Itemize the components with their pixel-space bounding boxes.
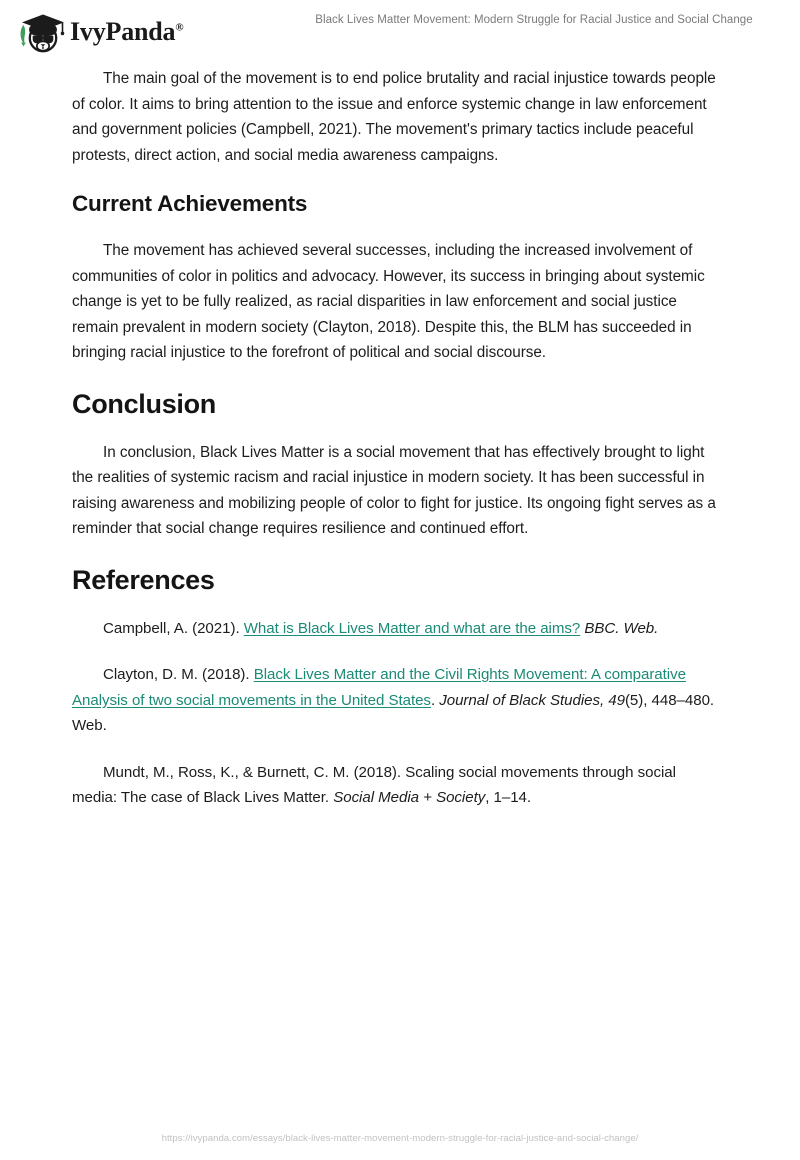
page-header [0,0,800,62]
reference-italic: Social Media + Society [333,789,486,806]
footer-source-url: https://ivypanda.com/essays/black-lives-matter-movement-modern-struggle-for-racial-justice-and-social-change/ [161,1133,639,1144]
page-title: Black Lives Matter Movement: Modern Struggle for Racial Justice and Social Change [315,14,753,26]
reference-link[interactable]: What is Black Lives Matter and what are the aims? [243,619,581,637]
reference-prefix: Clayton, D. M. (2018). [103,666,254,683]
page-footer [0,1128,800,1146]
brand-logo-link[interactable] [14,9,183,55]
reference-item [72,662,724,739]
section-paragraph-conclusion: In conclusion, Black Lives Matter is a social movement that has effectively brought to light the realities of systemic racism and racial injustice in modern society. It has been successful in raising awareness and mobilizing people of color to fight for justice. Its ongoing fight serves as a reminder that social change requires resilience and continued effort. [72,443,716,537]
reference-italic: BBC. Web. [584,619,659,637]
reference-plain: . [430,691,440,709]
reference-tail: (5), 448–480. Web. [72,691,715,734]
section-heading-current-achievements: Current Achievements [72,191,308,216]
article-body [72,66,724,832]
section-heading-references: References [72,564,215,595]
reference-item [72,760,724,811]
reference-item [72,616,724,642]
intro-paragraph: The main goal of the movement is to end police brutality and racial injustice towards people of color. It aims to bring attention to the issue and enforce systemic change in law enforcement and government policies (Campbell, 2021). The movement's primary tactics include peaceful protests, direct action, and social media awareness campaigns. [72,70,716,164]
section-paragraph-current-achievements: The movement has achieved several successes, including the increased involvement of communities of color in politics and advocacy. However, its success in bringing about systemic change is yet to be fully realized, as racial disparities in law enforcement and social justice remain prevalent in modern society (Clayton, 2018). Despite this, the BLM has succeeded in bringing racial injustice to the forefront of political and social discourse. [72,242,705,361]
section-heading-conclusion: Conclusion [72,388,216,419]
brand-name-text: IvyPanda [70,17,176,46]
registered-mark: ® [175,21,184,34]
reference-italic: Journal of Black Studies, 49 [439,691,625,709]
reference-prefix: Campbell, A. (2021). [103,619,244,637]
panda-graduate-logo-icon [14,9,66,55]
reference-prefix: Mundt, M., Ross, K., & Burnett, C. M. (2018). Scaling social movements through social media: The case of Black Lives Matter. [72,763,676,806]
reference-link[interactable]: Black Lives Matter and the Civil Rights Movement: A comparative Analysis of two social movements in the United States [72,666,686,709]
reference-tail: , 1–14. [485,789,532,806]
brand-wordmark [70,17,183,47]
